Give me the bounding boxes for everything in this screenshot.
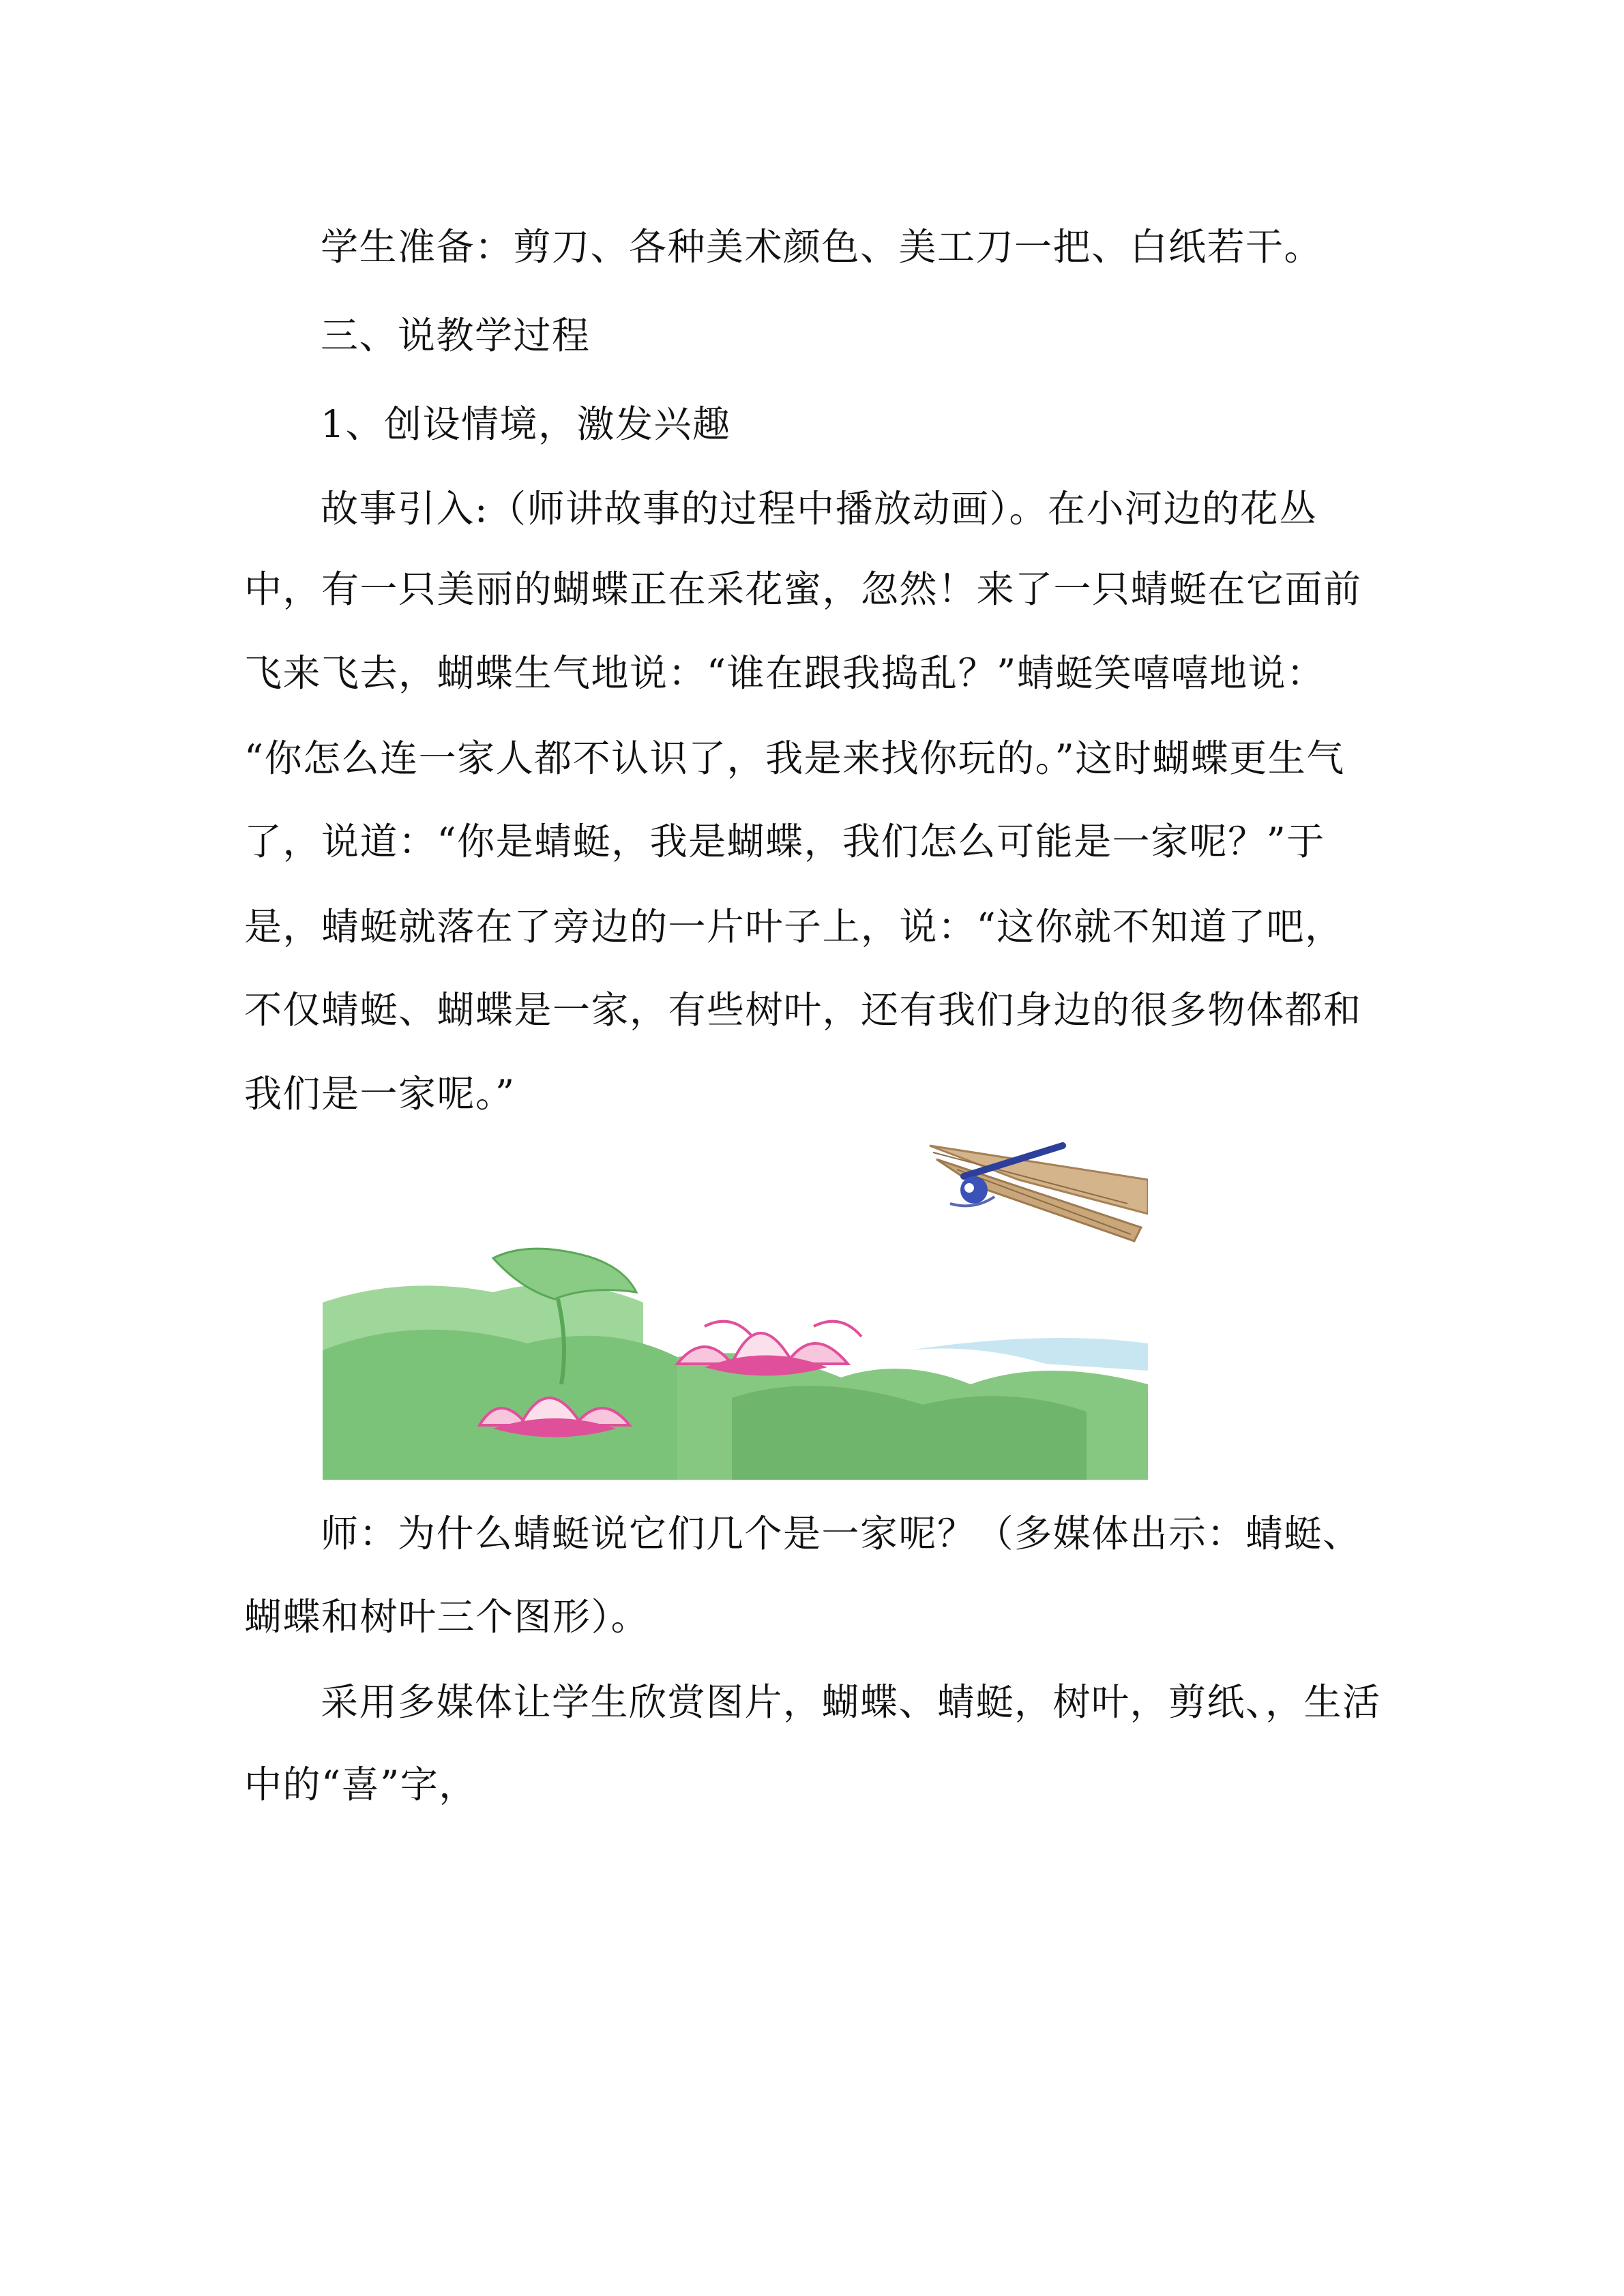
teacher-line: 蝴蝶和树叶三个图形）。 (244, 1595, 650, 1639)
story-line: 不仅蜻蜓、蝴蝶是一家，有些树叶，还有我们身边的很多物体都和 (244, 988, 1362, 1032)
story-line: 中，有一只美丽的蝴蝶正在采花蜜，忽然！来了一只蜻蜓在它面前 (244, 567, 1362, 611)
teacher-line: 师：为什么蜻蜓说它们几个是一家呢？（多媒体出示：蜻蜓、 (321, 1512, 1361, 1555)
section-title: 三、说教学过程 (321, 314, 591, 357)
dragonfly-icon (930, 1146, 1148, 1241)
story-line: “你怎么连一家人都不认识了，我是来找你玩的。”这时蝴蝶更生气 (244, 736, 1345, 780)
story-line: 是，蜻蜓就落在了旁边的一片叶子上，说：“这你就不知道了吧， (244, 905, 1344, 949)
story-line: 飞来飞去，蝴蝶生气地说：“谁在跟我捣乱？”蜻蜓笑嘻嘻地说： (244, 651, 1325, 695)
story-line: 故事引入:（师讲故事的过程中播放动画）。在小河边的花丛 (321, 487, 1318, 531)
story-line: 了，说道：“你是蜻蜓，我是蝴蝶，我们怎么可能是一家呢？”于 (244, 820, 1325, 863)
step1-title: 1、创设情境，激发兴趣 (321, 402, 731, 446)
lotus-dragonfly-illustration (323, 1139, 1148, 1480)
media-line: 中的“喜”字， (244, 1763, 477, 1806)
materials-line: 学生准备：剪刀、各种美术颜色、美工刀一把、白纸若干。 (321, 225, 1323, 269)
story-line: 我们是一家呢。” (244, 1072, 516, 1116)
media-line: 采用多媒体让学生欣赏图片，蝴蝶、蜻蜓，树叶，剪纸、，生活 (321, 1680, 1381, 1724)
